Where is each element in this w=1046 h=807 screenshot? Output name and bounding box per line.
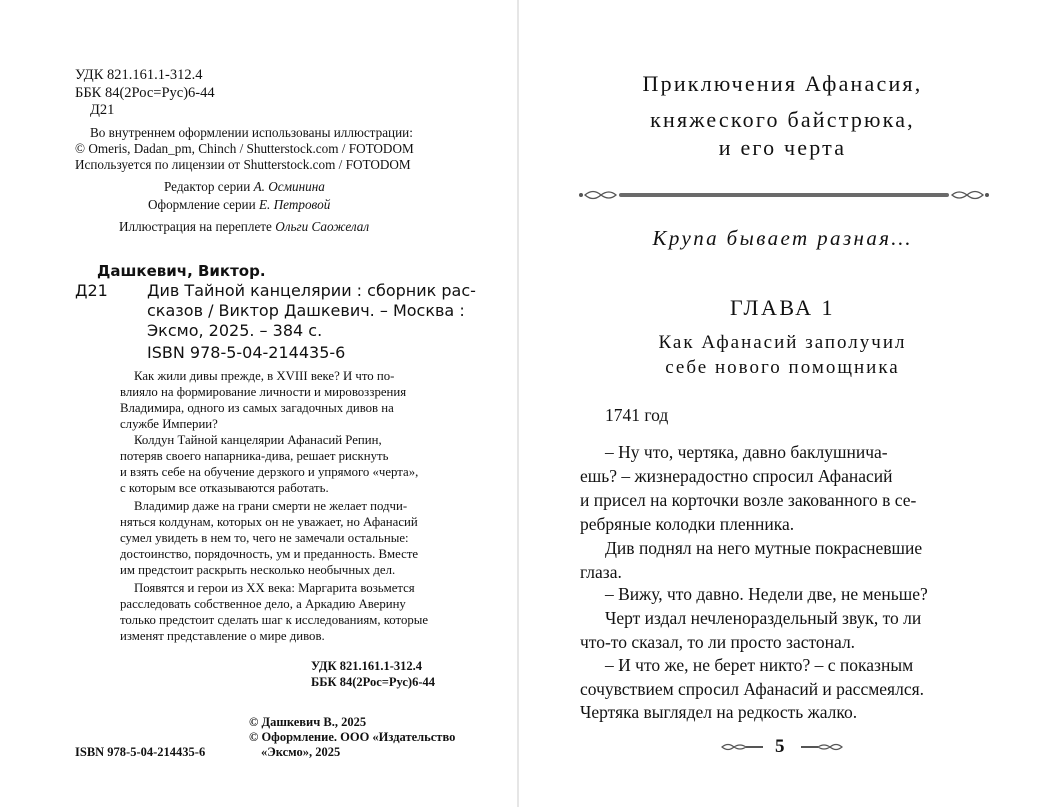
page-ornament-right-icon — [799, 740, 845, 754]
annotation-line: службе Империи? — [120, 417, 218, 431]
text-line: Див поднял на него мутные покрасневшие — [605, 538, 923, 558]
text-line: Черт издал нечленораздельный звук, то ли — [605, 608, 922, 628]
series-title-line-1: Приключения Афанасия, — [642, 71, 923, 96]
year-heading: 1741 год — [605, 405, 669, 425]
udk-code: УДК 821.161.1-312.4 — [75, 67, 203, 83]
annotation-line: сумел увидеть в нем то, чего не замечали остальные: — [120, 531, 409, 545]
chapter-page — [519, 0, 1046, 807]
page-number: 5 — [775, 736, 785, 757]
chapter-title-line-1: Как Афанасий заполучил — [658, 332, 907, 353]
series-design-name: Е. Петровой — [258, 197, 331, 212]
chapter-label: ГЛАВА 1 — [729, 295, 836, 320]
annotation-line: только предстоит сделать шаг к исследованиям, которые — [120, 613, 429, 627]
annotation-line: с которым все отказываются работать. — [120, 481, 329, 495]
annotation-line: Колдун Тайной канцелярии Афанасий Репин, — [134, 433, 382, 447]
text-line: Чертяка выглядел на редкость жалко. — [580, 702, 858, 722]
text-line: – Вижу, что давно. Недели две, не меньше? — [605, 584, 928, 604]
series-design — [148, 197, 330, 213]
annotation-line: Как жили дивы прежде, в XVIII веке? И что по- — [134, 369, 395, 383]
text-line: – И что же, не берет никто? – с показным — [605, 655, 914, 675]
copyright-design: © Оформление. ООО «Издательство — [249, 730, 456, 744]
chapter-title-line-2: себе нового помощника — [665, 357, 900, 378]
text-line: сочувствием спросил Афанасий и рассмеялся. — [580, 679, 925, 699]
bib-line-1: Див Тайной канцелярии : сборник рас- — [147, 281, 476, 300]
text-line: ребряные колодки пленника. — [580, 514, 795, 534]
series-editor — [164, 179, 325, 195]
copyright-author: © Дашкевич В., 2025 — [249, 715, 367, 729]
annotation-line: потеряв своего напарника-дива, решает рискнуть — [120, 449, 389, 463]
text-line: глаза. — [580, 562, 622, 582]
story-title: Крупа бывает разная… — [652, 226, 913, 250]
bib-author: Дашкевич, Виктор. — [97, 262, 266, 280]
annotation-line: достоинство, порядочность, ум и преданность. Вместе — [120, 547, 419, 561]
bib-line-2: сказов / Виктор Дашкевич. – Москва : — [147, 301, 465, 320]
annotation-line: Появятся и герои из XX века: Маргарита возьмется — [134, 581, 415, 595]
annotation-line: Владимира, одного из самых загадочных дивов на — [120, 401, 394, 415]
illustrations-line-3: Используется по лицензии от Shutterstock.com / FOTODOM — [75, 157, 411, 172]
annotation-line: влияло на формирование личности и мировоззрения — [120, 385, 407, 399]
bib-code: Д21 — [75, 281, 108, 300]
text-line: и присел на корточки возле закованного в се- — [580, 490, 917, 510]
cover-illustration-label: Иллюстрация на переплете — [119, 219, 276, 234]
bib-line-3: Эксмо, 2025. – 384 с. — [147, 321, 323, 340]
annotation-line: и взять себе на обучение дерзкого и упрямого «черта», — [120, 465, 419, 479]
ornament-divider — [579, 184, 989, 206]
copyright-design-cont: «Эксмо», 2025 — [261, 745, 341, 759]
series-editor-label: Редактор серии — [164, 179, 254, 194]
page-ornament-left-icon — [719, 740, 765, 754]
cover-illustration — [119, 219, 369, 235]
text-line: – Ну что, чертяка, давно баклушнича- — [605, 442, 888, 462]
annotation-line: няться колдунам, которых он не уважает, но Афанасий — [120, 515, 418, 529]
text-line: что-то сказал, то ли просто застонал. — [580, 632, 856, 652]
series-title-line-2: княжеского байстрюка, — [650, 107, 915, 132]
illustrations-line-2: © Omeris, Dadan_pm, Chinch / Shutterstock.com / FOTODOM — [75, 141, 414, 156]
annotation-line: изменят представление о мире дивов. — [120, 629, 325, 643]
imprint-page — [0, 0, 517, 807]
annotation-line: расследовать собственное дело, а Аркадию Аверину — [120, 597, 406, 611]
bbk-code-bottom: ББК 84(2Рос=Рус)6-44 — [311, 675, 435, 689]
series-design-label: Оформление серии — [148, 197, 259, 212]
cover-illustration-name: Ольги Саожелал — [275, 219, 370, 234]
annotation-line: им предстоит раскрыть несколько необычных дел. — [120, 563, 396, 577]
text-line: ешь? – жизнерадостно спросил Афанасий — [580, 466, 893, 486]
series-editor-name: А. Осминина — [253, 179, 325, 194]
annotation-line: Владимир даже на грани смерти не желает подчи- — [134, 499, 408, 513]
bib-isbn: ISBN 978-5-04-214435-6 — [147, 343, 346, 362]
isbn-bottom: ISBN 978-5-04-214435-6 — [75, 745, 206, 759]
author-sign: Д21 — [90, 102, 115, 118]
bbk-code: ББК 84(2Рос=Рус)6-44 — [75, 85, 215, 101]
series-title-line-3: и его черта — [718, 135, 847, 160]
udk-code-bottom: УДК 821.161.1-312.4 — [311, 659, 422, 673]
illustrations-line-1: Во внутреннем оформлении использованы иллюстрации: — [90, 125, 413, 140]
